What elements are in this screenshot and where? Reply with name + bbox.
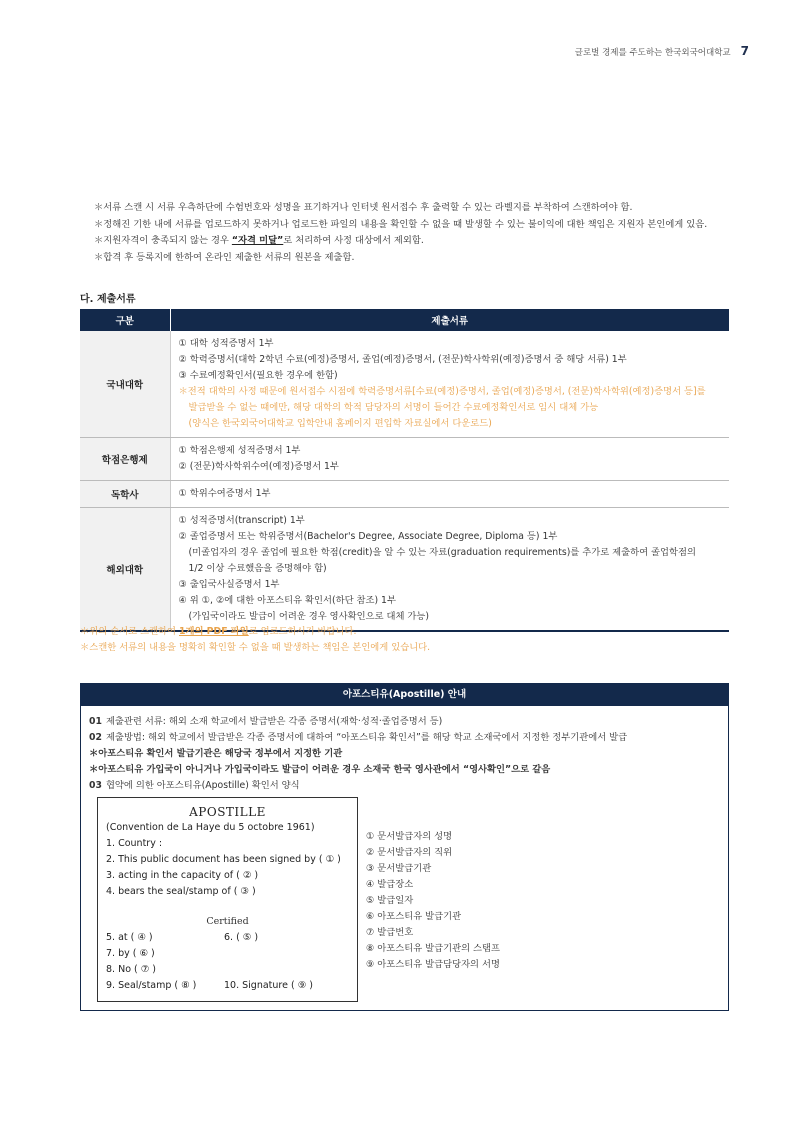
doc-note: ＊전적 대학의 사정 때문에 원서접수 시점에 학력증명서류[수료(예정)증명서, 졸업(예정)증명서, (전문)학사학위(예정)증명서 등]를 <box>178 386 706 397</box>
doc-item: ① 학점은행제 성적증명서 1부 <box>178 445 301 456</box>
documents-cell <box>170 481 729 508</box>
form-line: 8. No ( ⑦ ) <box>106 964 156 975</box>
doc-item: ② (전문)학사학위수여(예정)증명서 1부 <box>178 461 339 472</box>
documents-cell <box>170 331 729 438</box>
page-number: 7 <box>740 44 749 58</box>
documents-cell <box>170 508 729 632</box>
form-line: 4. bears the seal/stamp of ( ③ ) <box>106 886 256 897</box>
apostille-bold-note: ＊아포스티유 확인서 발급기관은 해당국 정부에서 지정한 기관 <box>89 748 343 759</box>
doc-item: ② 졸업증명서 또는 학위증명서(Bachelor's Degree, Associate Degree, Diploma 등) 1부 <box>178 531 558 542</box>
legend-item: ⑥ 아포스티유 발급기관 <box>366 911 462 922</box>
emphasis: 1개의 PDF 파일 <box>179 626 249 637</box>
table-header-row <box>80 309 729 331</box>
legend-item: ① 문서발급자의 성명 <box>366 831 453 842</box>
category-cell: 해외대학 <box>80 508 170 632</box>
header-tagline: 글로벌 경제를 주도하는 한국외국어대학교 <box>574 48 731 58</box>
page-header <box>575 44 749 58</box>
legend-item: ⑦ 발급번호 <box>366 927 414 938</box>
legend-item: ④ 발급장소 <box>366 879 414 890</box>
emphasis: “자격 미달” <box>231 235 284 246</box>
table-row <box>80 438 729 481</box>
form-line: 5. at ( ④ ) 6. ( ⑤ ) <box>106 932 259 943</box>
apostille-line: 03 협약에 의한 아포스티유(Apostille) 확인서 양식 <box>89 780 300 791</box>
table-row <box>80 481 729 508</box>
category-cell: 독학사 <box>80 481 170 508</box>
apostille-form-sample <box>97 797 358 1002</box>
apostille-lines <box>81 706 728 794</box>
apostille-box <box>80 683 729 1011</box>
doc-item: ② 학력증명서(대학 2학년 수료(예정)증명서, 졸업(예정)증명서, (전문)학사학위(예정)증명서 중 해당 서류) 1부 <box>178 354 627 365</box>
form-certified: Certified <box>206 916 249 927</box>
apostille-bold-note: ＊아포스티유 가입국이 아니거나 가입국이라도 발급이 어려운 경우 소재국 한국 영사관에서 “영사확인”으로 갈음 <box>89 764 551 775</box>
category-cell: 학점은행제 <box>80 438 170 481</box>
doc-item: (미졸업자의 경우 졸업에 필요한 학점(credit)을 알 수 있는 자료(graduation requirements)를 추가로 제출하여 졸업학점의 <box>188 547 696 558</box>
category-cell: 국내대학 <box>80 331 170 438</box>
apostille-legend <box>366 829 500 973</box>
header-documents: 제출서류 <box>170 309 729 331</box>
documents-table <box>80 309 729 632</box>
doc-item: ③ 출입국사실증명서 1부 <box>178 579 280 590</box>
doc-note: (양식은 한국외국어대학교 입학안내 홈페이지 편입학 자료실에서 다운로드) <box>188 418 492 429</box>
note-line: ＊지원자격이 충족되지 않는 경우 “자격 미달”로 처리하여 사정 대상에서 제외함. <box>94 235 424 246</box>
doc-item: ① 학위수여증명서 1부 <box>178 488 271 499</box>
upload-notes <box>80 624 729 656</box>
note-line: ＊스캔한 서류의 내용을 명확히 확인할 수 없을 때 발생하는 책임은 본인에게 있습니다. <box>80 642 431 653</box>
apostille-line: 01 제출관련 서류: 해외 소재 학교에서 발급받은 각종 증명서(재학·성적·졸업증명서 등) <box>89 716 443 727</box>
section-title: 다. 제출서류 <box>80 294 136 305</box>
doc-item: ① 성적증명서(transcript) 1부 <box>178 515 305 526</box>
legend-item: ⑨ 아포스티유 발급담당자의 서명 <box>366 959 500 970</box>
table-row <box>80 508 729 632</box>
header-category: 구분 <box>80 309 170 331</box>
doc-item: 1/2 이상 수료했음을 증명해야 함) <box>188 563 327 574</box>
form-line: 2. This public document has been signed by ( ① ) <box>106 854 341 865</box>
doc-note: 발급받을 수 없는 때에만, 해당 대학의 학적 담당자의 서명이 들어간 수료예정확인서로 임시 대체 가능 <box>188 402 599 413</box>
form-line: 1. Country : <box>106 838 163 849</box>
doc-item: (가입국이라도 발급이 어려운 경우 영사확인으로 대체 가능) <box>188 611 430 622</box>
legend-item: ② 문서발급자의 직위 <box>366 847 453 858</box>
apostille-title: 아포스티유(Apostille) 안내 <box>81 684 728 706</box>
legend-item: ⑧ 아포스티유 발급기관의 스탬프 <box>366 943 500 954</box>
note-line: ＊위의 순서로 스캔하여 1개의 PDF 파일로 업로드하시기 바랍니다. <box>80 626 357 637</box>
form-line: 9. Seal/stamp ( ⑧ ) 10. Signature ( ⑨ ) <box>106 980 313 991</box>
form-line: 3. acting in the capacity of ( ② ) <box>106 870 259 881</box>
legend-item: ⑤ 발급일자 <box>366 895 414 906</box>
doc-item: ① 대학 성적증명서 1부 <box>178 338 274 349</box>
form-subtitle: (Convention de La Haye du 5 octobre 1961) <box>106 822 315 833</box>
table-row <box>80 331 729 438</box>
note-line: ＊정해진 기한 내에 서류를 업로드하지 못하거나 업로드한 파일의 내용을 확인할 수 없을 때 발생할 수 있는 불이익에 대한 책임은 지원자 본인에게 있음. <box>94 218 708 230</box>
top-notes <box>94 200 734 266</box>
form-title: APOSTILLE <box>189 805 266 819</box>
note-line: ＊서류 스캔 시 서류 우측하단에 수험번호와 성명을 표기하거나 인터넷 원서접수 후 출력할 수 있는 라벨지를 부착하여 스캔하여야 함. <box>94 202 633 213</box>
form-line: 7. by ( ⑥ ) <box>106 948 155 959</box>
legend-item: ③ 문서발급기관 <box>366 863 432 874</box>
doc-item: ④ 위 ①, ②에 대한 아포스티유 확인서(하단 참조) 1부 <box>178 595 396 606</box>
documents-cell <box>170 438 729 481</box>
note-line: ＊합격 후 등록지에 한하여 온라인 제출한 서류의 원본을 제출함. <box>94 251 355 263</box>
apostille-line: 02 제출방법: 해외 학교에서 발급받은 각종 증명서에 대하여 “아포스티유 확인서”를 해당 학교 소재국에서 지정한 정부기관에서 발급 <box>89 732 628 743</box>
doc-item: ③ 수료예정확인서(필요한 경우에 한함) <box>178 370 338 381</box>
